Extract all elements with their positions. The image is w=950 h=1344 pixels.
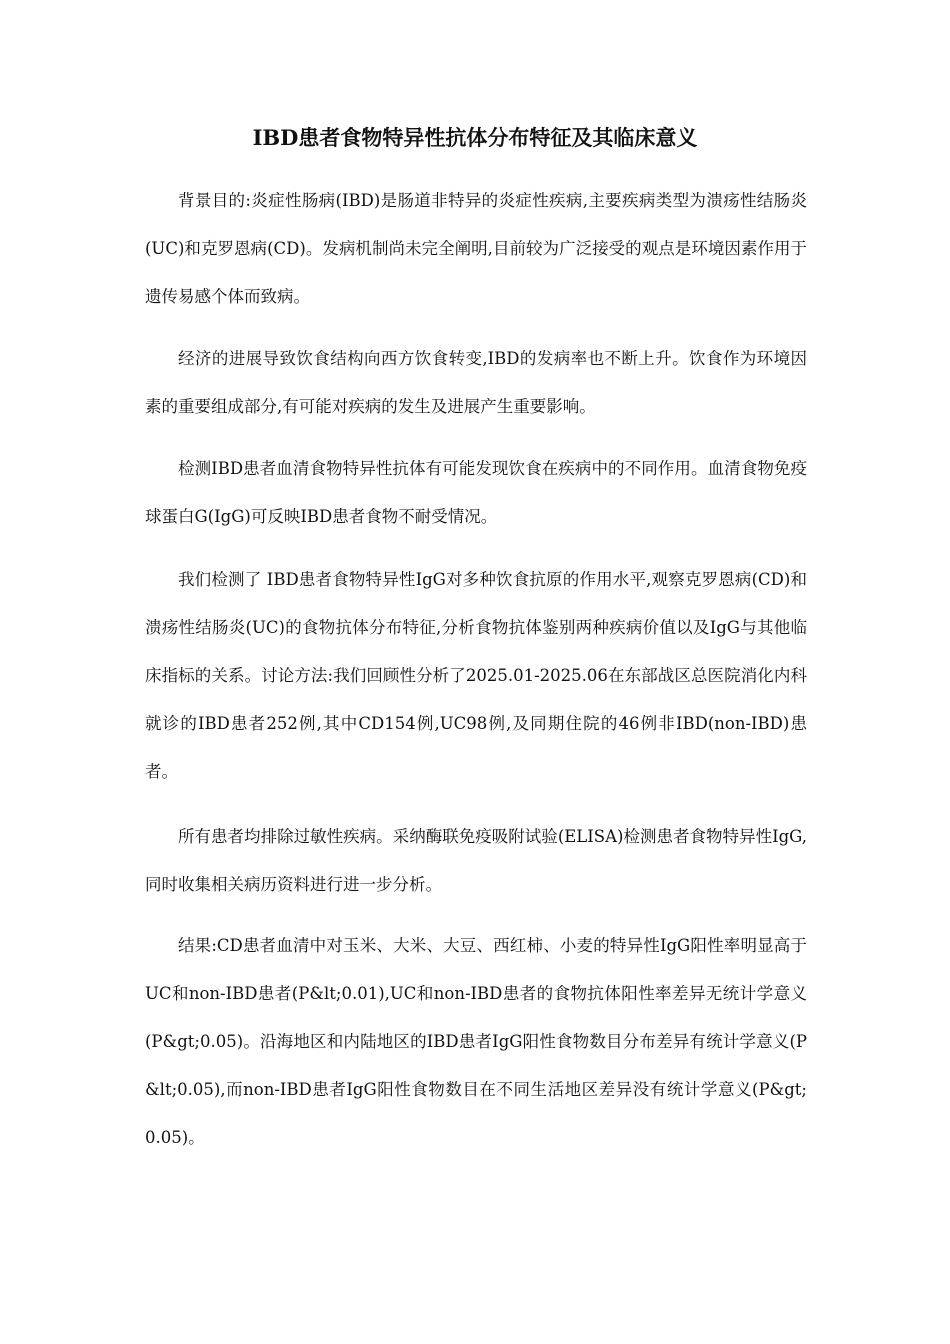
paragraph-diet-change: 经济的进展导致饮食结构向西方饮食转变,IBD的发病率也不断上升。饮食作为环境因素的重要组成部分,有可能对疾病的发生及进展产生重要影响。 — [145, 349, 807, 416]
paragraph-background: 背景目的:炎症性肠病(IBD)是肠道非特异的炎症性疾病,主要疾病类型为溃疡性结肠炎(UC)和克罗恩病(CD)。发病机制尚未完全阐明,目前较为广泛接受的观点是环境因素作用于遗传易感个体而致病。 — [145, 191, 807, 306]
paragraph-antibody-detection: 检测IBD患者血清食物特异性抗体有可能发现饮食在疾病中的不同作用。血清食物免疫球蛋白G(IgG)可反映IBD患者食物不耐受情况。 — [145, 459, 807, 526]
paragraph-elisa: 所有患者均排除过敏性疾病。采纳酶联免疫吸附试验(ELISA)检测患者食物特异性IgG,同时收集相关病历资料进行进一步分析。 — [145, 827, 807, 894]
document-title: IBD患者食物特异性抗体分布特征及其临床意义 — [252, 125, 698, 150]
paragraph-methods: 我们检测了 IBD患者食物特异性IgG对多种饮食抗原的作用水平,观察克罗恩病(CD)和溃疡性结肠炎(UC)的食物抗体分布特征,分析食物抗体鉴别两种疾病价值以及IgG与其他临床指标的关系。讨论方法:我们回顾性分析了2025.01-2025.06在东部战区总医院消化内科就诊的IBD患者252例,其中CD154例,UC98例,及同期住院的46例非IBD(non-IBD)患者。 — [145, 570, 807, 781]
paragraph-results: 结果:CD患者血清中对玉米、大米、大豆、西红柿、小麦的特异性IgG阳性率明显高于UC和non-IBD患者(P&lt;0.01),UC和non-IBD患者的食物抗体阳性率差异无统计学意义(P&gt;0.05)。沿海地区和内陆地区的IBD患者IgG阳性食物数目分布差异有统计学意义(P&lt;0.05),而non-IBD患者IgG阳性食物数目在不同生活地区差异没有统计学意义(P&gt;0.05)。 — [145, 936, 807, 1147]
